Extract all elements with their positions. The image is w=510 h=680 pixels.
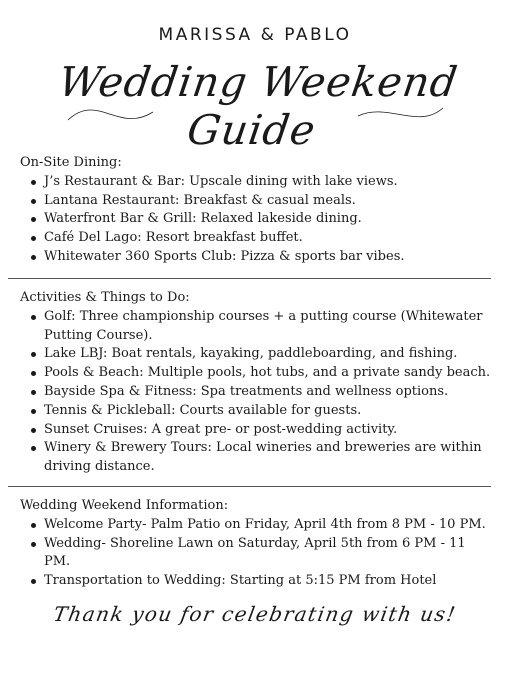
list-item-text: Waterfront Bar & Grill: Relaxed lakeside dining. — [44, 211, 362, 227]
list-item-text: Welcome Party- Palm Patio on Friday, April 4th from 8 PM - 10 PM. — [44, 516, 486, 532]
bullet-icon — [31, 217, 36, 222]
list-item-text: Lake LBJ: Boat rentals, kayaking, paddleboarding, and fishing. — [44, 346, 458, 362]
dining-heading: On-Site Dining: — [20, 155, 122, 170]
list-item-text: Wedding- Shoreline Lawn on Saturday, April 5th from 6 PM - 11 PM. — [44, 535, 466, 570]
bullet-icon — [31, 428, 36, 433]
bullet-icon — [31, 236, 36, 241]
bullet-icon — [31, 315, 36, 320]
thank-you-message: Thank you for celebrating with us! — [51, 602, 459, 626]
bullet-icon — [31, 199, 36, 204]
list-item — [44, 402, 492, 421]
list-item-text: Transportation to Wedding: Starting at 5:15 PM from Hotel — [44, 573, 437, 589]
list-item — [44, 248, 492, 267]
list-item-text: Sunset Cruises: A great pre- or post-wedding activity. — [44, 421, 398, 437]
list-item — [44, 173, 492, 192]
list-item — [44, 192, 492, 211]
list-item — [44, 516, 492, 535]
list-item — [44, 535, 492, 573]
dining-list — [20, 173, 492, 267]
list-item — [44, 210, 492, 229]
list-item-text: Lantana Restaurant: Breakfast & casual meals. — [44, 192, 356, 208]
bullet-icon — [31, 542, 36, 547]
list-item — [44, 439, 492, 477]
bullet-icon — [31, 446, 36, 451]
couple-names: MARISSA & PABLO — [158, 25, 352, 45]
list-item — [44, 229, 492, 248]
bullet-icon — [31, 409, 36, 414]
activities-section — [20, 289, 492, 477]
bullet-icon — [31, 371, 36, 376]
list-item-text: Golf: Three championship courses + a putting course (Whitewater Putting Course). — [44, 308, 483, 343]
list-item-text: Whitewater 360 Sports Club: Pizza & sports bar vibes. — [44, 248, 405, 264]
list-item — [44, 345, 492, 364]
bullet-icon — [31, 523, 36, 528]
list-item-text: Winery & Brewery Tours: Local wineries and breweries are within driving distance. — [44, 440, 482, 475]
list-item-text: Café Del Lago: Resort breakfast buffet. — [44, 230, 303, 246]
bullet-icon — [31, 255, 36, 260]
list-item — [44, 572, 492, 591]
activities-heading: Activities & Things to Do: — [20, 290, 190, 305]
list-item-text: Pools & Beach: Multiple pools, hot tubs, and a private sandy beach. — [44, 365, 491, 381]
bullet-icon — [31, 390, 36, 395]
list-item — [44, 383, 492, 402]
dining-section — [20, 154, 492, 267]
activities-list — [20, 308, 492, 477]
list-item-text: Tennis & Pickleball: Courts available for guests. — [44, 402, 362, 418]
section-divider — [8, 486, 491, 487]
list-item — [44, 421, 492, 440]
list-item-text: J’s Restaurant & Bar: Upscale dining with lake views. — [44, 173, 398, 189]
bullet-icon — [31, 579, 36, 584]
list-item-text: Bayside Spa & Fitness: Spa treatments and wellness options. — [44, 383, 449, 399]
weekend-info-list — [20, 516, 492, 591]
bullet-icon — [31, 352, 36, 357]
weekend-info-section — [20, 497, 492, 591]
list-item — [44, 364, 492, 383]
section-divider — [8, 278, 491, 279]
guide-title: Wedding Weekend Guide — [55, 58, 461, 154]
weekend-info-heading: Wedding Weekend Information: — [20, 498, 229, 513]
bullet-icon — [31, 180, 36, 185]
list-item — [44, 308, 492, 346]
